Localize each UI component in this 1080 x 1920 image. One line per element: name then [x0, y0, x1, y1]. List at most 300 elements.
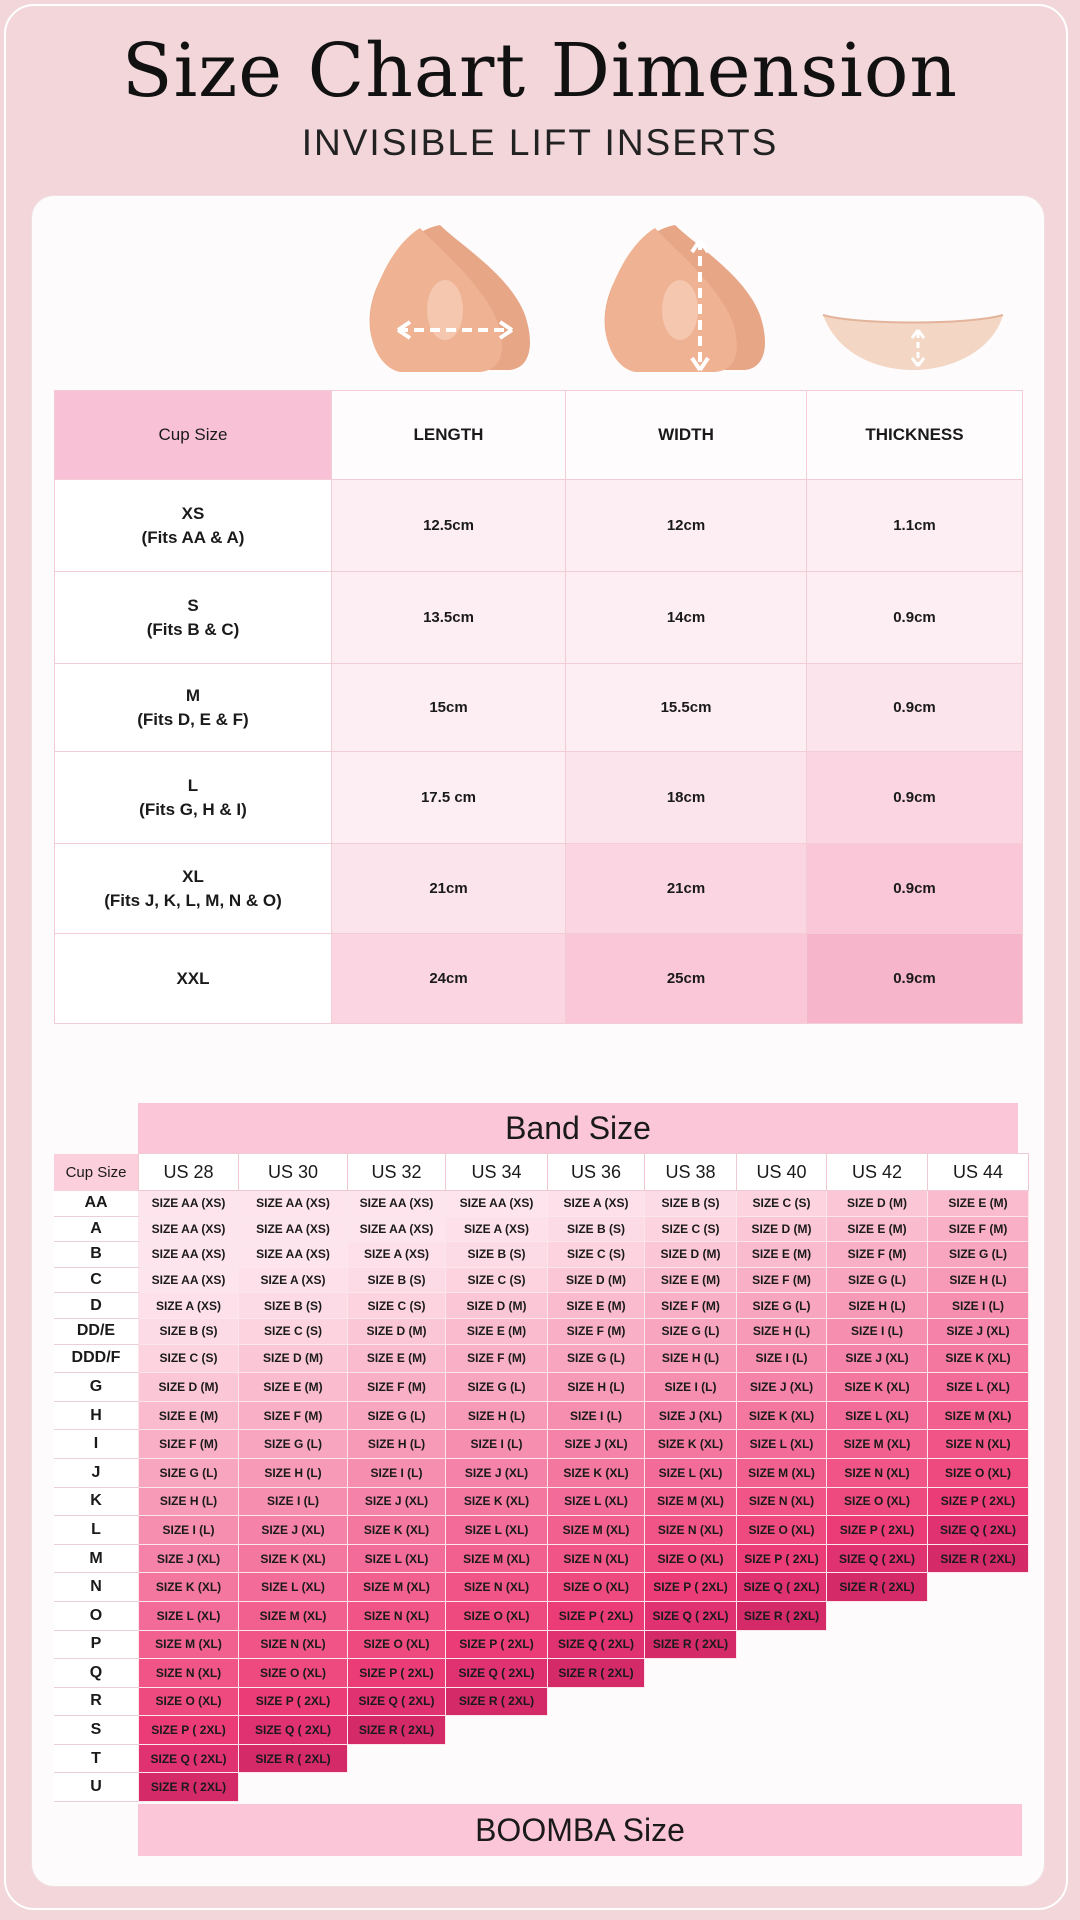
- boomba-size-cell: SIZE K (XL): [239, 1544, 348, 1573]
- boomba-size-cell: SIZE B (S): [239, 1293, 348, 1319]
- empty-cell: [446, 1744, 548, 1773]
- boomba-size-cell: SIZE L (XL): [446, 1516, 548, 1545]
- cup-label: U: [54, 1773, 139, 1802]
- boomba-size-cell: SIZE N (XL): [548, 1544, 645, 1573]
- empty-cell: [645, 1687, 737, 1716]
- boomba-size-cell: SIZE K (XL): [139, 1573, 239, 1602]
- band-row: [54, 1373, 1029, 1402]
- boomba-size-cell: SIZE N (XL): [446, 1573, 548, 1602]
- cup-label: Q: [54, 1659, 139, 1688]
- boomba-size-cell: SIZE K (XL): [928, 1344, 1029, 1373]
- boomba-size-cell: SIZE I (L): [645, 1373, 737, 1402]
- empty-cell: [737, 1630, 827, 1659]
- boomba-size-cell: SIZE E (M): [827, 1216, 928, 1242]
- band-header: US 44: [928, 1154, 1029, 1191]
- cup-label: D: [54, 1293, 139, 1319]
- boomba-size-cell: SIZE B (S): [348, 1267, 446, 1293]
- boomba-size-cell: SIZE G (L): [827, 1267, 928, 1293]
- empty-cell: [928, 1573, 1029, 1602]
- boomba-size-cell: SIZE G (L): [348, 1401, 446, 1430]
- size-name: S: [187, 595, 199, 615]
- boomba-size-cell: SIZE I (L): [928, 1293, 1029, 1319]
- boomba-size-cell: SIZE P ( 2XL): [737, 1544, 827, 1573]
- empty-cell: [928, 1744, 1029, 1773]
- size-fits: (Fits AA & A): [141, 527, 245, 547]
- boomba-size-cell: SIZE AA (XS): [139, 1242, 239, 1268]
- band-row: [54, 1659, 1029, 1688]
- width-value: 14cm: [566, 572, 807, 664]
- boomba-size-cell: SIZE L (XL): [737, 1430, 827, 1459]
- cup-label: A: [54, 1216, 139, 1242]
- cup-label: S: [54, 1716, 139, 1745]
- boomba-size-cell: SIZE O (XL): [139, 1687, 239, 1716]
- thickness-value: 1.1cm: [807, 480, 1023, 572]
- boomba-size-cell: SIZE J (XL): [928, 1318, 1029, 1344]
- boomba-size-cell: SIZE L (XL): [827, 1401, 928, 1430]
- band-header: US 40: [737, 1154, 827, 1191]
- dimensions-row: [55, 844, 1023, 934]
- band-header: US 36: [548, 1154, 645, 1191]
- empty-cell: [446, 1773, 548, 1802]
- boomba-size-cell: SIZE D (M): [548, 1267, 645, 1293]
- boomba-size-cell: SIZE P ( 2XL): [239, 1687, 348, 1716]
- boomba-size-cell: SIZE E (M): [737, 1242, 827, 1268]
- boomba-size-cell: SIZE N (XL): [645, 1516, 737, 1545]
- boomba-size-cell: SIZE E (M): [645, 1267, 737, 1293]
- boomba-size-cell: SIZE Q ( 2XL): [446, 1659, 548, 1688]
- boomba-size-cell: SIZE Q ( 2XL): [737, 1573, 827, 1602]
- boomba-size-cell: SIZE H (L): [348, 1430, 446, 1459]
- boomba-size-cell: SIZE M (XL): [827, 1430, 928, 1459]
- boomba-size-cell: SIZE K (XL): [737, 1401, 827, 1430]
- boomba-size-cell: SIZE K (XL): [348, 1516, 446, 1545]
- empty-cell: [737, 1687, 827, 1716]
- boomba-size-cell: SIZE R ( 2XL): [928, 1544, 1029, 1573]
- header-width: WIDTH: [566, 391, 807, 480]
- width-value: 15.5cm: [566, 664, 807, 752]
- boomba-size-cell: SIZE O (XL): [827, 1487, 928, 1516]
- size-fits: (Fits D, E & F): [137, 709, 249, 729]
- empty-cell: [928, 1687, 1029, 1716]
- length-value: 17.5 cm: [332, 752, 566, 844]
- boomba-size-cell: SIZE M (XL): [239, 1601, 348, 1630]
- empty-cell: [645, 1744, 737, 1773]
- size-fits: (Fits J, K, L, M, N & O): [104, 890, 282, 910]
- boomba-size-cell: SIZE M (XL): [446, 1544, 548, 1573]
- boomba-size-cell: SIZE A (XS): [348, 1242, 446, 1268]
- page-subtitle: INVISIBLE LIFT INSERTS: [301, 122, 779, 163]
- boomba-size-cell: SIZE F (M): [737, 1267, 827, 1293]
- boomba-size-cell: SIZE E (M): [548, 1293, 645, 1319]
- empty-cell: [928, 1601, 1029, 1630]
- boomba-size-cell: SIZE H (L): [139, 1487, 239, 1516]
- boomba-size-cell: SIZE L (XL): [348, 1544, 446, 1573]
- boomba-size-cell: SIZE Q ( 2XL): [548, 1630, 645, 1659]
- empty-cell: [827, 1773, 928, 1802]
- cup-label: O: [54, 1601, 139, 1630]
- boomba-size-footer: BOOMBA Size: [138, 1804, 1022, 1856]
- cup-label: T: [54, 1744, 139, 1773]
- dimensions-row: [55, 664, 1023, 752]
- boomba-size-cell: SIZE AA (XS): [239, 1216, 348, 1242]
- empty-cell: [548, 1716, 645, 1745]
- boomba-size-cell: SIZE E (M): [446, 1318, 548, 1344]
- boomba-size-cell: SIZE O (XL): [348, 1630, 446, 1659]
- empty-cell: [827, 1687, 928, 1716]
- boomba-size-cell: SIZE H (L): [239, 1458, 348, 1487]
- boomba-size-cell: SIZE AA (XS): [139, 1216, 239, 1242]
- boomba-size-cell: SIZE H (L): [827, 1293, 928, 1319]
- boomba-size-cell: SIZE P ( 2XL): [348, 1659, 446, 1688]
- boomba-size-cell: SIZE AA (XS): [239, 1242, 348, 1268]
- boomba-size-cell: SIZE P ( 2XL): [548, 1601, 645, 1630]
- size-fits: (Fits B & C): [146, 619, 240, 639]
- band-row: [54, 1630, 1029, 1659]
- boomba-size-cell: SIZE C (S): [645, 1216, 737, 1242]
- empty-cell: [827, 1601, 928, 1630]
- boomba-size-cell: SIZE D (M): [348, 1318, 446, 1344]
- band-header: US 30: [239, 1154, 348, 1191]
- empty-cell: [348, 1744, 446, 1773]
- band-header: US 28: [139, 1154, 239, 1191]
- band-row: [54, 1242, 1029, 1268]
- dimensions-row: [55, 480, 1023, 572]
- length-value: 24cm: [332, 934, 566, 1024]
- size-name: M: [185, 685, 201, 705]
- dimensions-table: [54, 390, 1023, 1024]
- cup-label: B: [54, 1242, 139, 1268]
- boomba-size-cell: SIZE B (S): [645, 1191, 737, 1217]
- boomba-size-cell: SIZE R ( 2XL): [548, 1659, 645, 1688]
- boomba-size-cell: SIZE F (M): [645, 1293, 737, 1319]
- boomba-size-cell: SIZE A (XS): [446, 1216, 548, 1242]
- band-row: [54, 1687, 1029, 1716]
- boomba-size-cell: SIZE M (XL): [928, 1401, 1029, 1430]
- dimensions-row: [55, 572, 1023, 664]
- boomba-size-cell: SIZE N (XL): [928, 1430, 1029, 1459]
- cup-size-label: [55, 752, 332, 844]
- length-value: 15cm: [332, 664, 566, 752]
- boomba-size-cell: SIZE G (L): [239, 1430, 348, 1459]
- boomba-size-cell: SIZE AA (XS): [348, 1191, 446, 1217]
- band-cup-size-header: Cup Size: [54, 1154, 139, 1191]
- boomba-size-cell: SIZE R ( 2XL): [139, 1773, 239, 1802]
- boomba-size-cell: SIZE A (XS): [548, 1191, 645, 1217]
- band-row: [54, 1716, 1029, 1745]
- boomba-size-cell: SIZE O (XL): [928, 1458, 1029, 1487]
- boomba-size-cell: SIZE I (L): [348, 1458, 446, 1487]
- boomba-size-cell: SIZE L (XL): [928, 1373, 1029, 1402]
- boomba-size-cell: SIZE D (M): [827, 1191, 928, 1217]
- boomba-size-cell: SIZE E (M): [348, 1344, 446, 1373]
- boomba-size-cell: SIZE I (L): [827, 1318, 928, 1344]
- boomba-size-cell: SIZE M (XL): [139, 1630, 239, 1659]
- empty-cell: [645, 1659, 737, 1688]
- dimensions-row: [55, 752, 1023, 844]
- insert-thickness-image: [818, 300, 1008, 375]
- boomba-size-cell: SIZE K (XL): [645, 1430, 737, 1459]
- width-value: 21cm: [566, 844, 807, 934]
- cup-label: L: [54, 1516, 139, 1545]
- boomba-size-cell: SIZE M (XL): [645, 1487, 737, 1516]
- band-row: [54, 1487, 1029, 1516]
- boomba-size-cell: SIZE E (M): [928, 1191, 1029, 1217]
- boomba-size-cell: SIZE G (L): [548, 1344, 645, 1373]
- cup-label: J: [54, 1458, 139, 1487]
- boomba-size-cell: SIZE D (M): [737, 1216, 827, 1242]
- cup-label: I: [54, 1430, 139, 1459]
- boomba-size-cell: SIZE H (L): [737, 1318, 827, 1344]
- cup-size-label: [55, 572, 332, 664]
- empty-cell: [548, 1687, 645, 1716]
- boomba-size-cell: SIZE J (XL): [737, 1373, 827, 1402]
- cup-label: K: [54, 1487, 139, 1516]
- header-thickness: THICKNESS: [807, 391, 1023, 480]
- empty-cell: [548, 1744, 645, 1773]
- cup-label: G: [54, 1373, 139, 1402]
- boomba-size-cell: SIZE M (XL): [737, 1458, 827, 1487]
- boomba-size-cell: SIZE O (XL): [239, 1659, 348, 1688]
- boomba-size-cell: SIZE F (M): [139, 1430, 239, 1459]
- boomba-size-cell: SIZE I (L): [446, 1430, 548, 1459]
- boomba-size-cell: SIZE M (XL): [348, 1573, 446, 1602]
- boomba-size-cell: SIZE N (XL): [737, 1487, 827, 1516]
- cup-size-label: [55, 664, 332, 752]
- cup-label: DDD/F: [54, 1344, 139, 1373]
- boomba-size-cell: SIZE J (XL): [139, 1544, 239, 1573]
- boomba-size-cell: SIZE R ( 2XL): [239, 1744, 348, 1773]
- boomba-size-cell: SIZE P ( 2XL): [446, 1630, 548, 1659]
- boomba-size-cell: SIZE C (S): [348, 1293, 446, 1319]
- boomba-size-cell: SIZE J (XL): [446, 1458, 548, 1487]
- thickness-value: 0.9cm: [807, 664, 1023, 752]
- size-name: XL: [182, 866, 204, 886]
- boomba-size-cell: SIZE O (XL): [737, 1516, 827, 1545]
- boomba-size-cell: SIZE J (XL): [239, 1516, 348, 1545]
- band-size-table: [54, 1153, 1029, 1802]
- empty-cell: [645, 1716, 737, 1745]
- empty-cell: [928, 1773, 1029, 1802]
- cup-label: M: [54, 1544, 139, 1573]
- boomba-size-cell: SIZE J (XL): [827, 1344, 928, 1373]
- boomba-size-cell: SIZE L (XL): [645, 1458, 737, 1487]
- thickness-value: 0.9cm: [807, 752, 1023, 844]
- empty-cell: [827, 1744, 928, 1773]
- boomba-size-cell: SIZE N (XL): [239, 1630, 348, 1659]
- cup-label: P: [54, 1630, 139, 1659]
- boomba-size-cell: SIZE P ( 2XL): [827, 1516, 928, 1545]
- band-row: [54, 1430, 1029, 1459]
- width-value: 18cm: [566, 752, 807, 844]
- boomba-size-cell: SIZE H (L): [645, 1344, 737, 1373]
- length-value: 13.5cm: [332, 572, 566, 664]
- boomba-size-cell: SIZE R ( 2XL): [737, 1601, 827, 1630]
- boomba-size-cell: SIZE Q ( 2XL): [348, 1687, 446, 1716]
- boomba-size-cell: SIZE B (S): [139, 1318, 239, 1344]
- boomba-size-cell: SIZE F (M): [827, 1242, 928, 1268]
- empty-cell: [446, 1716, 548, 1745]
- boomba-size-cell: SIZE R ( 2XL): [827, 1573, 928, 1602]
- band-row: [54, 1293, 1029, 1319]
- boomba-size-cell: SIZE Q ( 2XL): [645, 1601, 737, 1630]
- boomba-size-cell: SIZE C (S): [239, 1318, 348, 1344]
- boomba-size-cell: SIZE F (M): [928, 1216, 1029, 1242]
- boomba-size-cell: SIZE C (S): [446, 1267, 548, 1293]
- band-row: [54, 1544, 1029, 1573]
- boomba-size-cell: SIZE O (XL): [548, 1573, 645, 1602]
- boomba-size-cell: SIZE I (L): [737, 1344, 827, 1373]
- boomba-size-cell: SIZE L (XL): [139, 1601, 239, 1630]
- empty-cell: [737, 1744, 827, 1773]
- band-row: [54, 1773, 1029, 1802]
- boomba-size-cell: SIZE A (XS): [239, 1267, 348, 1293]
- boomba-size-cell: SIZE J (XL): [645, 1401, 737, 1430]
- boomba-size-cell: SIZE H (L): [548, 1373, 645, 1402]
- cup-size-label: [55, 844, 332, 934]
- boomba-size-cell: SIZE G (L): [645, 1318, 737, 1344]
- size-name: XS: [181, 503, 205, 523]
- boomba-size-cell: SIZE N (XL): [827, 1458, 928, 1487]
- boomba-size-cell: SIZE P ( 2XL): [139, 1716, 239, 1745]
- band-row: [54, 1573, 1029, 1602]
- boomba-size-cell: SIZE F (M): [548, 1318, 645, 1344]
- boomba-size-cell: SIZE G (L): [737, 1293, 827, 1319]
- boomba-size-cell: SIZE H (L): [446, 1401, 548, 1430]
- boomba-size-cell: SIZE P ( 2XL): [645, 1573, 737, 1602]
- boomba-size-cell: SIZE R ( 2XL): [446, 1687, 548, 1716]
- boomba-size-cell: SIZE AA (XS): [348, 1216, 446, 1242]
- cup-label: DD/E: [54, 1318, 139, 1344]
- boomba-size-cell: SIZE D (M): [139, 1373, 239, 1402]
- empty-cell: [928, 1630, 1029, 1659]
- empty-cell: [548, 1773, 645, 1802]
- empty-cell: [737, 1659, 827, 1688]
- band-header: US 32: [348, 1154, 446, 1191]
- boomba-size-cell: SIZE D (M): [645, 1242, 737, 1268]
- boomba-size-cell: SIZE G (L): [139, 1458, 239, 1487]
- boomba-size-cell: SIZE E (M): [239, 1373, 348, 1402]
- boomba-size-cell: SIZE P ( 2XL): [928, 1487, 1029, 1516]
- empty-cell: [928, 1716, 1029, 1745]
- boomba-size-cell: SIZE D (M): [239, 1344, 348, 1373]
- size-fits: (Fits G, H & I): [139, 799, 247, 819]
- empty-cell: [928, 1659, 1029, 1688]
- boomba-size-cell: SIZE I (L): [139, 1516, 239, 1545]
- cup-size-label: [55, 934, 332, 1024]
- boomba-size-cell: SIZE I (L): [239, 1487, 348, 1516]
- boomba-size-cell: SIZE AA (XS): [139, 1191, 239, 1217]
- boomba-size-cell: SIZE O (XL): [446, 1601, 548, 1630]
- empty-cell: [737, 1716, 827, 1745]
- cup-label: R: [54, 1687, 139, 1716]
- header-length: LENGTH: [332, 391, 566, 480]
- boomba-size-cell: SIZE B (S): [548, 1216, 645, 1242]
- cup-label: H: [54, 1401, 139, 1430]
- boomba-size-cell: SIZE J (XL): [348, 1487, 446, 1516]
- boomba-size-cell: SIZE N (XL): [348, 1601, 446, 1630]
- header-cup-size: Cup Size: [55, 391, 332, 480]
- cup-label: AA: [54, 1191, 139, 1217]
- band-row: [54, 1191, 1029, 1217]
- boomba-size-cell: SIZE A (XS): [139, 1293, 239, 1319]
- size-name: XXL: [176, 968, 210, 988]
- boomba-size-cell: SIZE R ( 2XL): [348, 1716, 446, 1745]
- boomba-size-cell: SIZE F (M): [348, 1373, 446, 1402]
- empty-cell: [827, 1630, 928, 1659]
- thickness-value: 0.9cm: [807, 934, 1023, 1024]
- boomba-size-cell: SIZE G (L): [446, 1373, 548, 1402]
- boomba-size-cell: SIZE C (S): [548, 1242, 645, 1268]
- length-value: 21cm: [332, 844, 566, 934]
- band-row: [54, 1744, 1029, 1773]
- boomba-size-cell: SIZE H (L): [928, 1267, 1029, 1293]
- boomba-size-cell: SIZE L (XL): [239, 1573, 348, 1602]
- empty-cell: [827, 1659, 928, 1688]
- cup-label: N: [54, 1573, 139, 1602]
- boomba-size-cell: SIZE J (XL): [548, 1430, 645, 1459]
- width-value: 25cm: [566, 934, 807, 1024]
- boomba-size-cell: SIZE G (L): [928, 1242, 1029, 1268]
- band-size-title: Band Size: [138, 1103, 1018, 1153]
- boomba-size-cell: SIZE AA (XS): [446, 1191, 548, 1217]
- boomba-size-cell: SIZE L (XL): [548, 1487, 645, 1516]
- boomba-size-cell: SIZE F (M): [239, 1401, 348, 1430]
- empty-cell: [827, 1716, 928, 1745]
- boomba-size-cell: SIZE O (XL): [645, 1544, 737, 1573]
- band-row: [54, 1318, 1029, 1344]
- empty-cell: [645, 1773, 737, 1802]
- boomba-size-cell: SIZE M (XL): [548, 1516, 645, 1545]
- boomba-size-cell: SIZE I (L): [548, 1401, 645, 1430]
- size-name: L: [187, 775, 199, 795]
- band-header: US 42: [827, 1154, 928, 1191]
- band-row: [54, 1401, 1029, 1430]
- page-title: Size Chart Dimension: [121, 28, 959, 114]
- band-row: [54, 1458, 1029, 1487]
- boomba-size-cell: SIZE D (M): [446, 1293, 548, 1319]
- boomba-size-cell: SIZE F (M): [446, 1344, 548, 1373]
- cup-size-label: [55, 480, 332, 572]
- boomba-size-cell: SIZE AA (XS): [239, 1191, 348, 1217]
- empty-cell: [239, 1773, 348, 1802]
- band-row: [54, 1216, 1029, 1242]
- band-row: [54, 1267, 1029, 1293]
- boomba-size-cell: SIZE N (XL): [139, 1659, 239, 1688]
- boomba-size-cell: SIZE B (S): [446, 1242, 548, 1268]
- band-row: [54, 1344, 1029, 1373]
- band-row: [54, 1601, 1029, 1630]
- boomba-size-cell: SIZE AA (XS): [139, 1267, 239, 1293]
- boomba-size-cell: SIZE E (M): [139, 1401, 239, 1430]
- thickness-value: 0.9cm: [807, 844, 1023, 934]
- dimensions-row: [55, 934, 1023, 1024]
- boomba-size-cell: SIZE Q ( 2XL): [239, 1716, 348, 1745]
- band-row: [54, 1516, 1029, 1545]
- band-header: US 38: [645, 1154, 737, 1191]
- boomba-size-cell: SIZE Q ( 2XL): [827, 1544, 928, 1573]
- thickness-value: 0.9cm: [807, 572, 1023, 664]
- boomba-size-cell: SIZE Q ( 2XL): [139, 1744, 239, 1773]
- empty-cell: [348, 1773, 446, 1802]
- width-value: 12cm: [566, 480, 807, 572]
- boomba-size-cell: SIZE C (S): [139, 1344, 239, 1373]
- boomba-size-cell: SIZE K (XL): [548, 1458, 645, 1487]
- insert-length-image: [360, 220, 550, 380]
- boomba-size-cell: SIZE K (XL): [446, 1487, 548, 1516]
- length-value: 12.5cm: [332, 480, 566, 572]
- band-header: US 34: [446, 1154, 548, 1191]
- boomba-size-cell: SIZE C (S): [737, 1191, 827, 1217]
